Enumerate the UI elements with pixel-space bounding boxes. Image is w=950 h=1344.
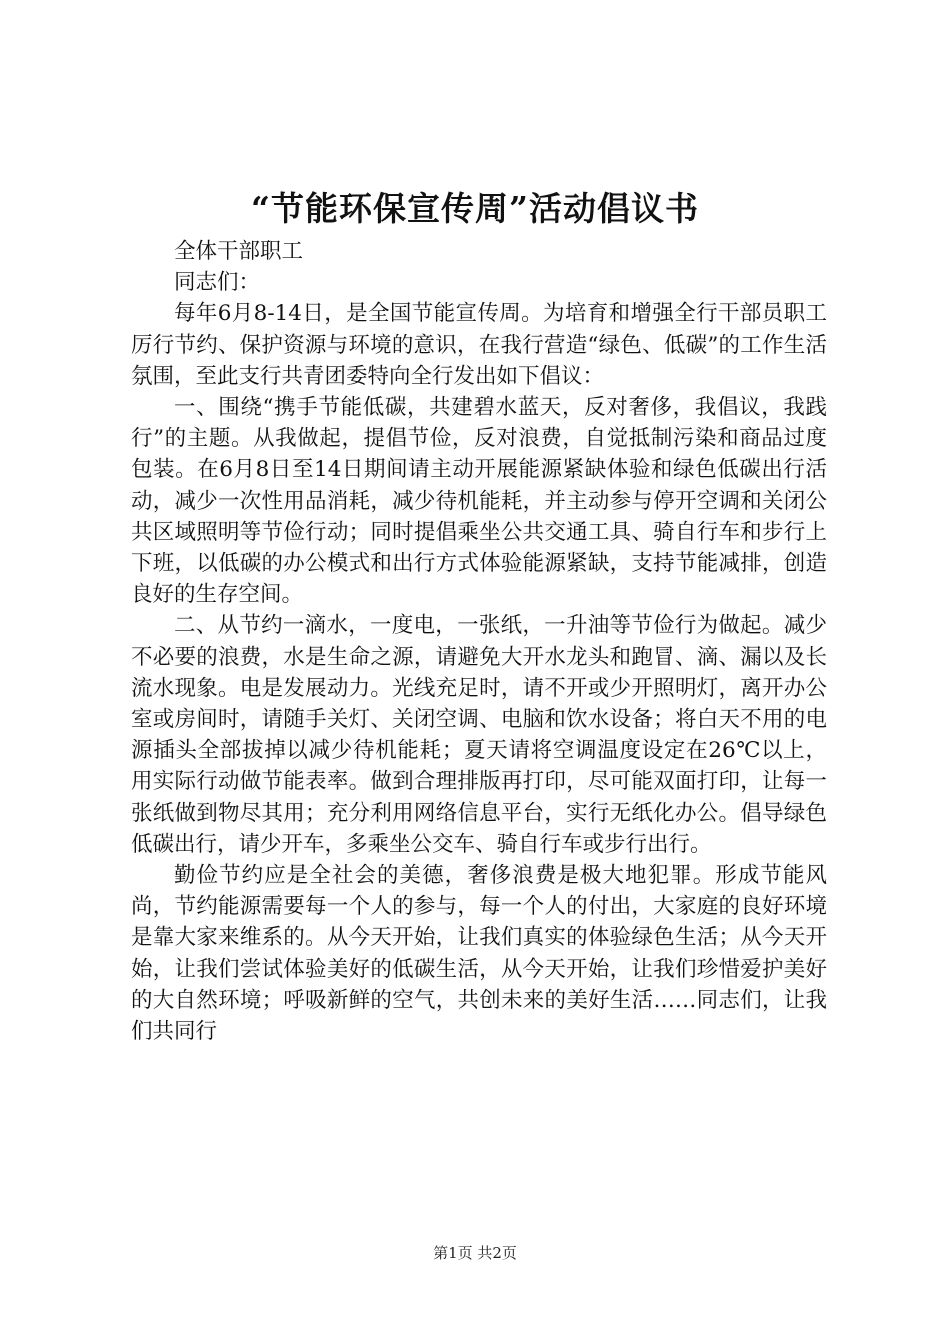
document-title: “节能环保宣传周”活动倡议书 [251,189,699,228]
salutation-greeting: 同志们： [174,270,261,296]
paragraph-intro: 每年6月8-14日，是全国节能宣传周。为培育和增强全行干部员职工厉行节约、保护资源与环境的意识，在我行营造“绿色、低碳”的工作生活氛围，至此支行共青团委特向全行发出如下倡议： [131,301,827,389]
document-body [131,236,827,1047]
paragraph-proposal-one: 一、围绕“携手节能低碳，共建碧水蓝天，反对奢侈，我倡议，我践行”的主题。从我做起，提倡节俭，反对浪费，自觉抵制污染和商品过度包装。在6月8日至14日期间请主动开展能源紧缺体验和绿色低碳出行活动，减少一次性用品消耗，减少待机能耗，并主动参与停开空调和关闭公共区域照明等节俭行动；同时提倡乘坐公共交通工具、骑自行车和步行上下班，以低碳的办公模式和出行方式体验能源紧缺，支持节能减排，创造良好的生存空间。 [131,395,827,608]
paragraph-closing: 勤俭节约应是全社会的美德，奢侈浪费是极大地犯罪。形成节能风尚，节约能源需要每一个人的参与，每一个人的付出，大家庭的良好环境是靠大家来维系的。从今天开始，让我们真实的体验绿色生活；从今天开始，让我们尝试体验美好的低碳生活，从今天开始，让我们珍惜爱护美好的大自然环境；呼吸新鲜的空气，共创未来的美好生活……同志们，让我们共同行 [131,863,827,1045]
paragraph-proposal-two: 二、从节约一滴水，一度电，一张纸，一升油等节俭行为做起。减少不必要的浪费，水是生命之源，请避免大开水龙头和跑冒、滴、漏以及长流水现象。电是发展动力。光线充足时，请不开或少开照明灯，离开办公室或房间时，请随手关灯、关闭空调、电脑和饮水设备；将白天不用的电源插头全部拔掉以减少待机能耗；夏天请将空调温度设定在26℃以上，用实际行动做节能表率。做到合理排版再打印，尽可能双面打印，让每一张纸做到物尽其用；充分利用网络信息平台，实行无纸化办公。倡导绿色低碳出行，请少开车，多乘坐公交车、骑自行车或步行出行。 [131,613,827,857]
page-number: 第1页 [433,1244,473,1262]
page-total: 共2页 [477,1244,517,1262]
salutation-recipients: 全体干部职工 [174,239,304,264]
page-footer [0,1243,950,1263]
